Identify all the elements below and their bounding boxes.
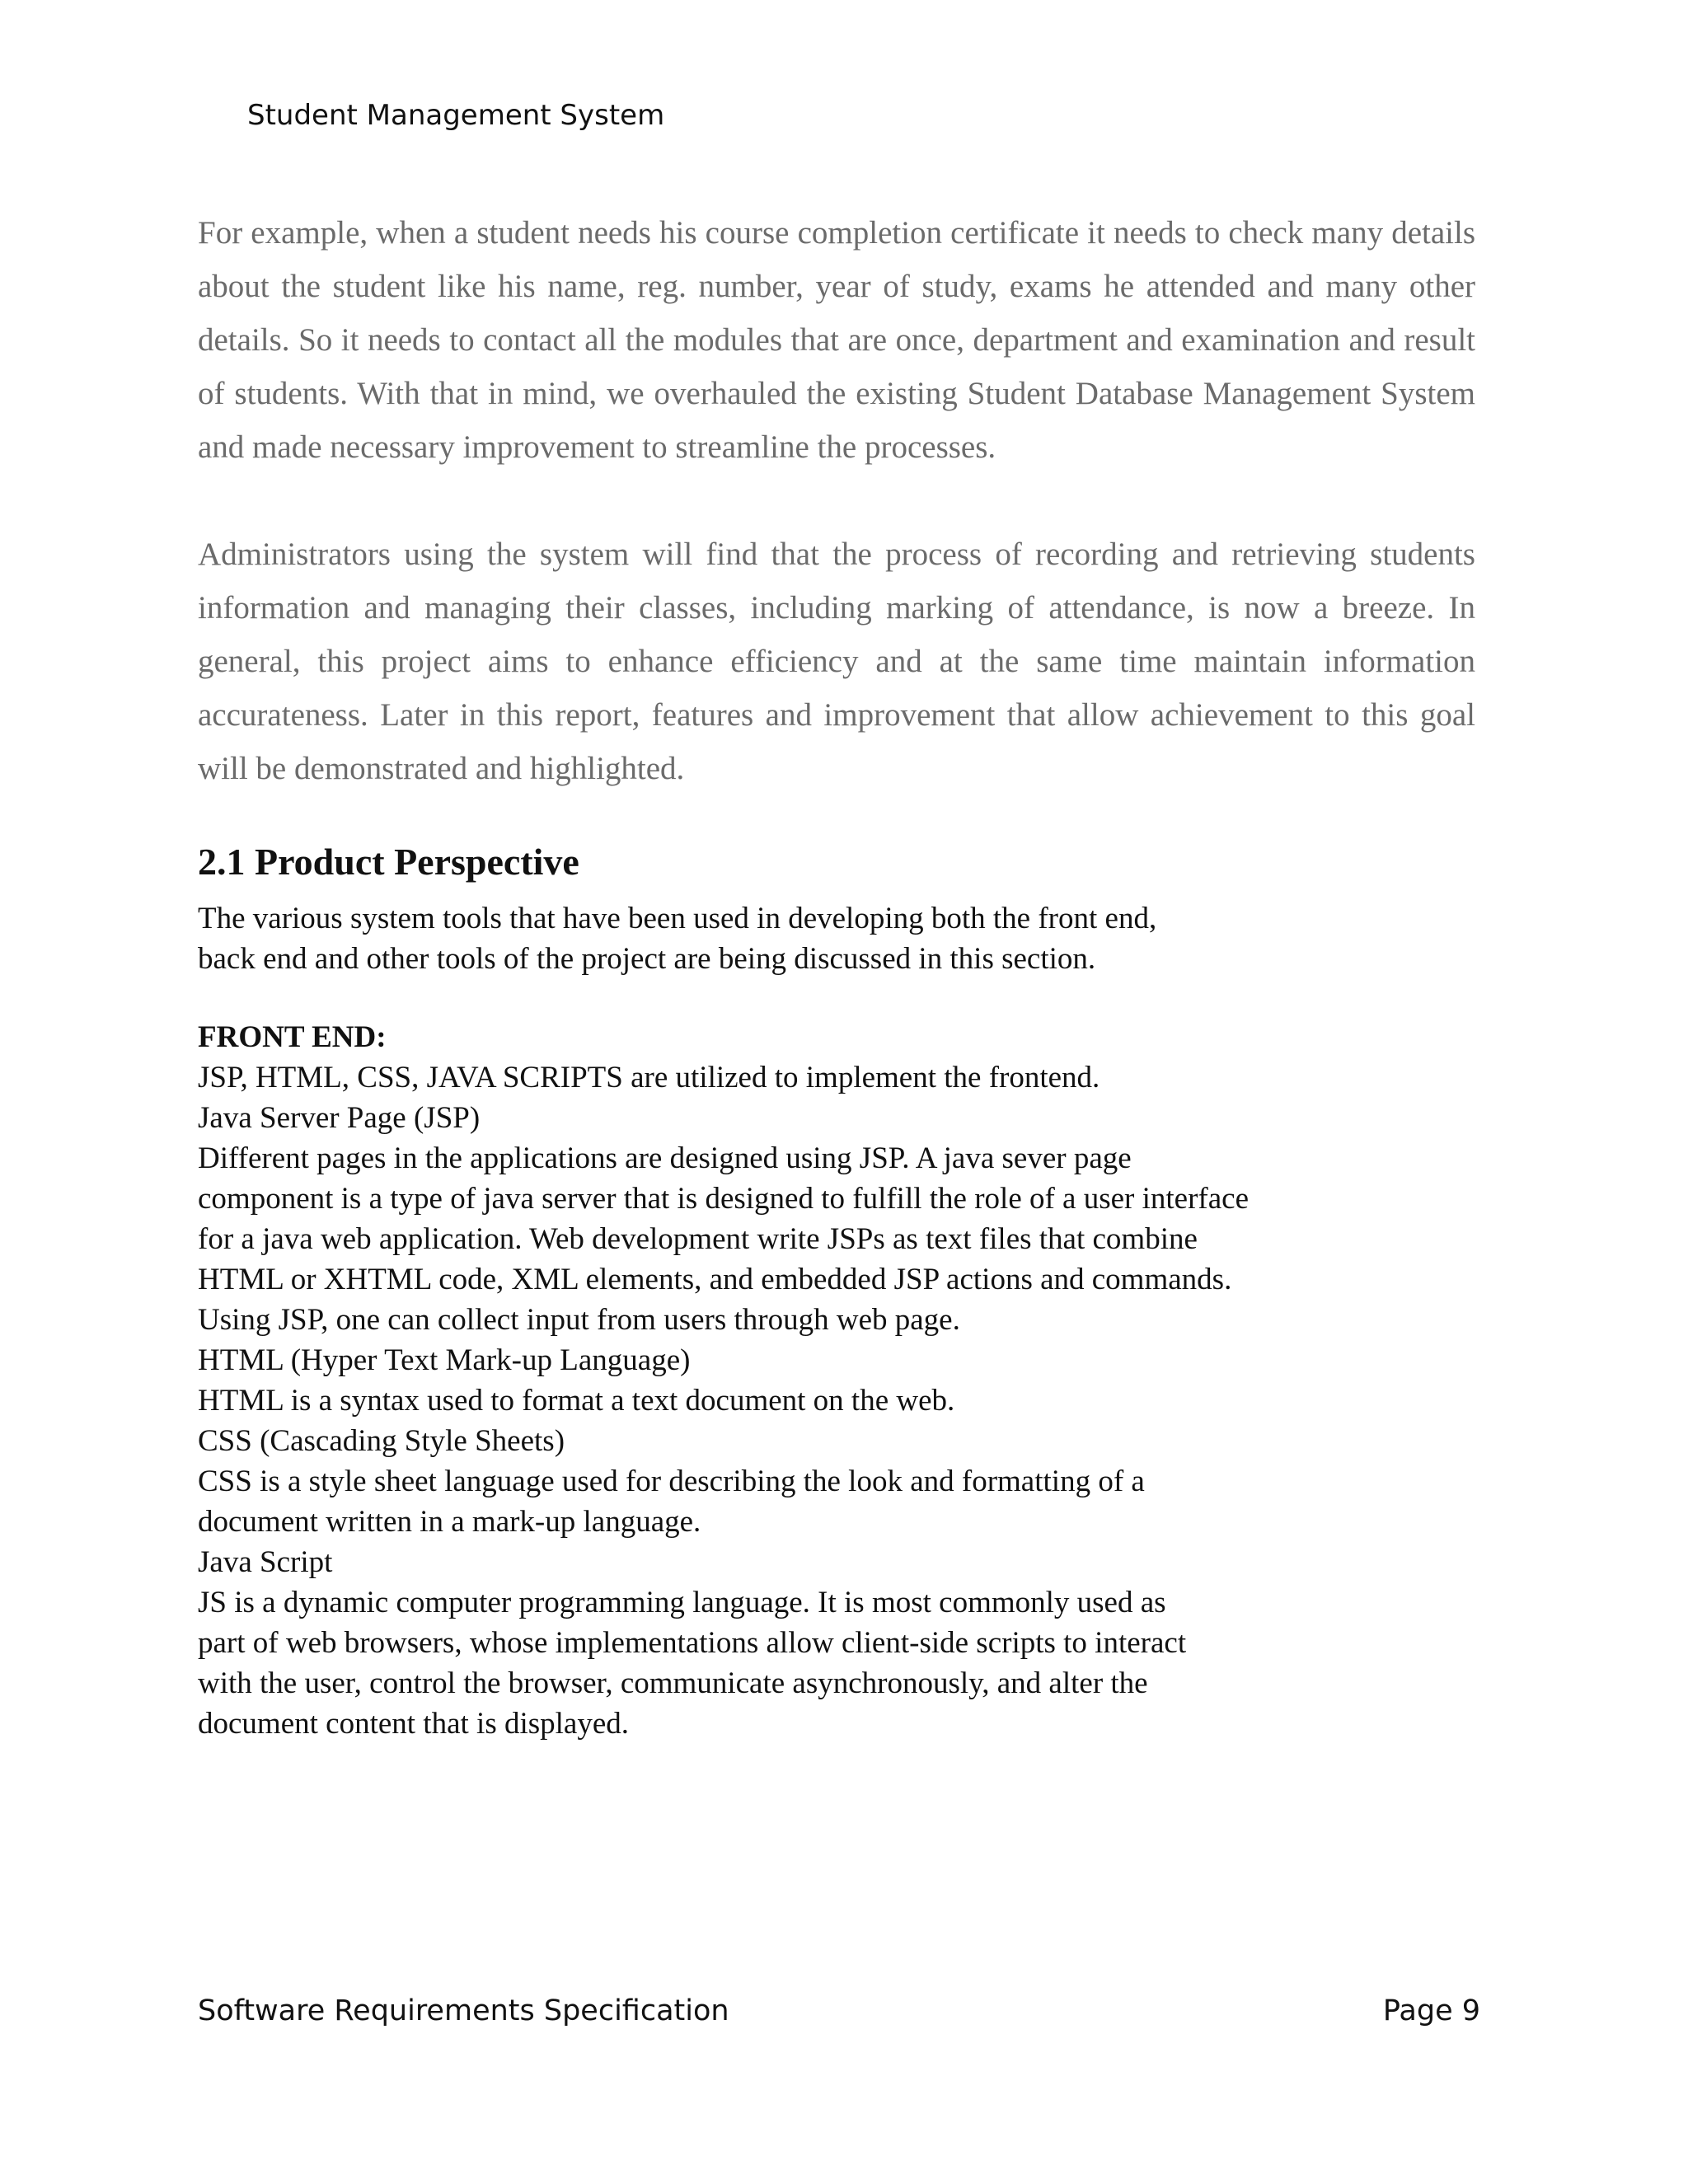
footer-page-number: Page 9 — [1382, 1994, 1480, 2027]
front-end-line: HTML or XHTML code, XML elements, and embedded JSP actions and commands. — [198, 1263, 1232, 1296]
front-end-line: JS is a dynamic computer programming language. It is most commonly used as — [198, 1586, 1166, 1619]
section-body — [198, 898, 1451, 1744]
front-end-line: for a java web application. Web development write JSPs as text files that combine — [198, 1222, 1198, 1256]
section-intro-line: back end and other tools of the project are being discussed in this section. — [198, 942, 1096, 976]
paragraph-gap — [198, 979, 1451, 1017]
front-end-line: CSS (Cascading Style Sheets) — [198, 1424, 565, 1458]
front-end-line: document content that is displayed. — [198, 1707, 630, 1741]
footer-document-title: Software Requirements Specification — [198, 1994, 729, 2027]
intro-paragraph-2: Administrators using the system will find that the process of recording and retrieving students information and managing their classes, including marking of attendance, is now a breeze. In general, this project aims to enhance efficiency and at the same time maintain information accurateness. Later in this report, features and improvement that allow achievement to this goal will be demonstrated and highlighted. — [198, 537, 1475, 786]
section-heading: 2.1 Product Perspective — [198, 841, 579, 883]
running-header: Student Management System — [247, 99, 665, 132]
front-end-line: Using JSP, one can collect input from users through web page. — [198, 1303, 960, 1337]
front-end-line: Different pages in the applications are designed using JSP. A java sever page — [198, 1141, 1132, 1175]
front-end-line: JSP, HTML, CSS, JAVA SCRIPTS are utilized to implement the frontend. — [198, 1061, 1100, 1094]
front-end-line: part of web browsers, whose implementations allow client-side scripts to interact — [198, 1626, 1187, 1660]
front-end-line: HTML (Hyper Text Mark-up Language) — [198, 1343, 691, 1377]
front-end-line: component is a type of java server that is designed to fulfill the role of a user interface — [198, 1182, 1250, 1216]
intro-paragraph-1: For example, when a student needs his course completion certificate it needs to check many details about the student like his name, reg. number, year of study, exams he attended and many other details. So it needs to contact all the modules that are once, department and examination and result of students. With that in mind, we overhauled the existing Student Database Management System and made necessary improvement to streamline the processes. — [198, 215, 1475, 465]
front-end-line: document written in a mark-up language. — [198, 1505, 701, 1539]
front-end-label: FRONT END: — [198, 1020, 387, 1054]
front-end-line: CSS is a style sheet language used for describing the look and formatting of a — [198, 1465, 1145, 1498]
front-end-line: Java Script — [198, 1545, 333, 1579]
front-end-line: Java Server Page (JSP) — [198, 1101, 481, 1135]
section-intro-line: The various system tools that have been used in developing both the front end, — [198, 902, 1157, 935]
front-end-line: HTML is a syntax used to format a text document on the web. — [198, 1384, 955, 1418]
front-end-line: with the user, control the browser, communicate asynchronously, and alter the — [198, 1666, 1148, 1700]
